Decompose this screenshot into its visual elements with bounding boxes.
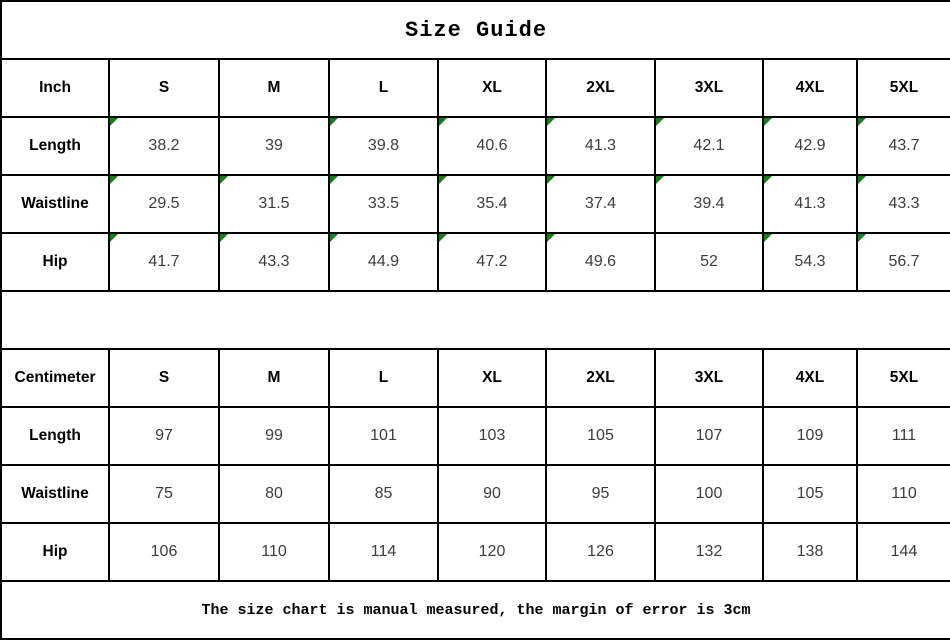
- cell-value: 114: [370, 543, 397, 560]
- green-triangle-icon: [110, 176, 118, 184]
- green-triangle-icon: [764, 118, 772, 126]
- size-column-header: 5XL: [857, 349, 950, 407]
- value-cell: [438, 175, 546, 233]
- value-cell: [546, 407, 655, 465]
- cell-value: 107: [695, 427, 723, 444]
- cell-value: 39: [265, 137, 283, 154]
- green-triangle-icon: [220, 234, 228, 242]
- size-column-header: 2XL: [546, 59, 655, 117]
- cell-value: 99: [265, 427, 283, 444]
- table-row: [1, 117, 950, 175]
- measurement-label: Hip: [1, 523, 109, 581]
- unit-label: Centimeter: [1, 349, 109, 407]
- size-column-header: 3XL: [655, 59, 763, 117]
- value-cell: [546, 523, 655, 581]
- green-triangle-icon: [330, 176, 338, 184]
- size-column-header: 4XL: [763, 349, 857, 407]
- cell-value: 43.7: [888, 137, 920, 154]
- cell-value: 52: [700, 253, 718, 270]
- cell-value: 41.3: [584, 137, 617, 154]
- cell-value: 41.7: [148, 253, 180, 270]
- value-cell: [546, 233, 655, 291]
- green-triangle-icon: [439, 176, 447, 184]
- value-cell: [655, 117, 763, 175]
- value-cell: [763, 233, 857, 291]
- cell-value: 109: [796, 427, 824, 444]
- size-header-row: [1, 349, 950, 407]
- cell-value: 132: [695, 543, 723, 560]
- value-cell: [329, 407, 438, 465]
- green-triangle-icon: [858, 118, 866, 126]
- green-triangle-icon: [220, 176, 228, 184]
- cell-value: 40.6: [476, 137, 508, 154]
- value-cell: [857, 233, 950, 291]
- size-column-header: L: [329, 59, 438, 117]
- table-row: [1, 465, 950, 523]
- value-cell: [219, 523, 329, 581]
- green-triangle-icon: [439, 118, 447, 126]
- cell-value: 35.4: [476, 195, 508, 212]
- page-title: Size Guide: [1, 1, 950, 59]
- value-cell: [109, 117, 219, 175]
- value-cell: [438, 523, 546, 581]
- value-cell: [329, 465, 438, 523]
- unit-label: Inch: [1, 59, 109, 117]
- cell-value: 43.3: [258, 253, 290, 270]
- cell-value: 43.3: [888, 195, 920, 212]
- value-cell: [219, 233, 329, 291]
- value-cell: [763, 465, 857, 523]
- value-cell: [329, 117, 438, 175]
- cell-value: 105: [796, 485, 824, 502]
- value-cell: [655, 523, 763, 581]
- cell-value: 106: [150, 543, 178, 560]
- value-cell: [655, 407, 763, 465]
- value-cell: [219, 407, 329, 465]
- table-row: [1, 233, 950, 291]
- green-triangle-icon: [764, 176, 772, 184]
- value-cell: [857, 117, 950, 175]
- value-cell: [438, 465, 546, 523]
- green-triangle-icon: [656, 118, 664, 126]
- value-cell: [655, 465, 763, 523]
- cell-value: 37.4: [584, 195, 617, 212]
- cell-value: 97: [155, 427, 173, 444]
- cell-value: 103: [478, 427, 506, 444]
- cell-value: 144: [890, 543, 918, 560]
- value-cell: [109, 233, 219, 291]
- cell-value: 111: [891, 427, 917, 444]
- cell-value: 33.5: [367, 195, 400, 212]
- footer-note: The size chart is manual measured, the margin of error is 3cm: [1, 581, 950, 639]
- size-column-header: 5XL: [857, 59, 950, 117]
- cell-value: 54.3: [794, 253, 826, 270]
- value-cell: [857, 175, 950, 233]
- green-triangle-icon: [656, 176, 664, 184]
- cell-value: 49.6: [584, 253, 617, 270]
- size-column-header: L: [329, 349, 438, 407]
- cell-value: 101: [370, 427, 397, 444]
- value-cell: [763, 175, 857, 233]
- cell-value: 100: [695, 485, 723, 502]
- value-cell: [438, 233, 546, 291]
- spacer-cell: [1, 291, 950, 349]
- cell-value: 110: [261, 543, 287, 560]
- size-column-header: 2XL: [546, 349, 655, 407]
- cell-value: 90: [483, 485, 501, 502]
- value-cell: [763, 407, 857, 465]
- size-column-header: 4XL: [763, 59, 857, 117]
- cell-value: 75: [155, 485, 173, 502]
- value-cell: [329, 523, 438, 581]
- value-cell: [857, 465, 950, 523]
- table-row: [1, 407, 950, 465]
- cell-value: 138: [796, 543, 824, 560]
- value-cell: [109, 465, 219, 523]
- size-column-header: 3XL: [655, 349, 763, 407]
- cell-value: 42.1: [693, 137, 725, 154]
- table-row: [1, 523, 950, 581]
- value-cell: [857, 407, 950, 465]
- value-cell: [546, 175, 655, 233]
- green-triangle-icon: [439, 234, 447, 242]
- value-cell: [219, 465, 329, 523]
- value-cell: [438, 117, 546, 175]
- cell-value: 47.2: [476, 253, 508, 270]
- size-column-header: M: [219, 59, 329, 117]
- footer-row: [1, 581, 950, 639]
- green-triangle-icon: [547, 118, 555, 126]
- green-triangle-icon: [858, 176, 866, 184]
- value-cell: [109, 175, 219, 233]
- value-cell: [438, 407, 546, 465]
- table-row: [1, 175, 950, 233]
- green-triangle-icon: [330, 234, 338, 242]
- value-cell: [109, 407, 219, 465]
- value-cell: [546, 465, 655, 523]
- value-cell: [329, 175, 438, 233]
- cell-value: 31.5: [258, 195, 290, 212]
- green-triangle-icon: [858, 234, 866, 242]
- value-cell: [109, 523, 219, 581]
- value-cell: [546, 117, 655, 175]
- cell-value: 38.2: [148, 137, 180, 154]
- cell-value: 44.9: [367, 253, 400, 270]
- spacer-row: [1, 291, 950, 349]
- size-column-header: S: [109, 349, 219, 407]
- cell-value: 85: [374, 485, 393, 502]
- cell-value: 80: [265, 485, 283, 502]
- cell-value: 56.7: [888, 253, 920, 270]
- size-column-header: XL: [438, 349, 546, 407]
- size-column-header: S: [109, 59, 219, 117]
- value-cell: [655, 175, 763, 233]
- value-cell: [763, 117, 857, 175]
- green-triangle-icon: [110, 118, 118, 126]
- green-triangle-icon: [764, 234, 772, 242]
- green-triangle-icon: [547, 176, 555, 184]
- measurement-label: Hip: [1, 233, 109, 291]
- cell-value: 39.8: [367, 137, 400, 154]
- cell-value: 105: [587, 427, 614, 444]
- value-cell: [763, 523, 857, 581]
- value-cell: [655, 233, 763, 291]
- measurement-label: Waistline: [1, 175, 109, 233]
- cell-value: 39.4: [693, 195, 725, 212]
- green-triangle-icon: [547, 234, 555, 242]
- cell-value: 126: [587, 543, 614, 560]
- measurement-label: Length: [1, 407, 109, 465]
- cell-value: 29.5: [148, 195, 180, 212]
- size-column-header: XL: [438, 59, 546, 117]
- value-cell: [219, 175, 329, 233]
- value-cell: [329, 233, 438, 291]
- size-header-row: [1, 59, 950, 117]
- value-cell: [219, 117, 329, 175]
- cell-value: 41.3: [794, 195, 826, 212]
- measurement-label: Length: [1, 117, 109, 175]
- size-column-header: M: [219, 349, 329, 407]
- cell-value: 120: [478, 543, 506, 560]
- green-triangle-icon: [110, 234, 118, 242]
- value-cell: [857, 523, 950, 581]
- title-row: [1, 1, 950, 59]
- cell-value: 110: [891, 485, 917, 502]
- green-triangle-icon: [330, 118, 338, 126]
- cell-value: 42.9: [794, 137, 826, 154]
- measurement-label: Waistline: [1, 465, 109, 523]
- cell-value: 95: [591, 485, 610, 502]
